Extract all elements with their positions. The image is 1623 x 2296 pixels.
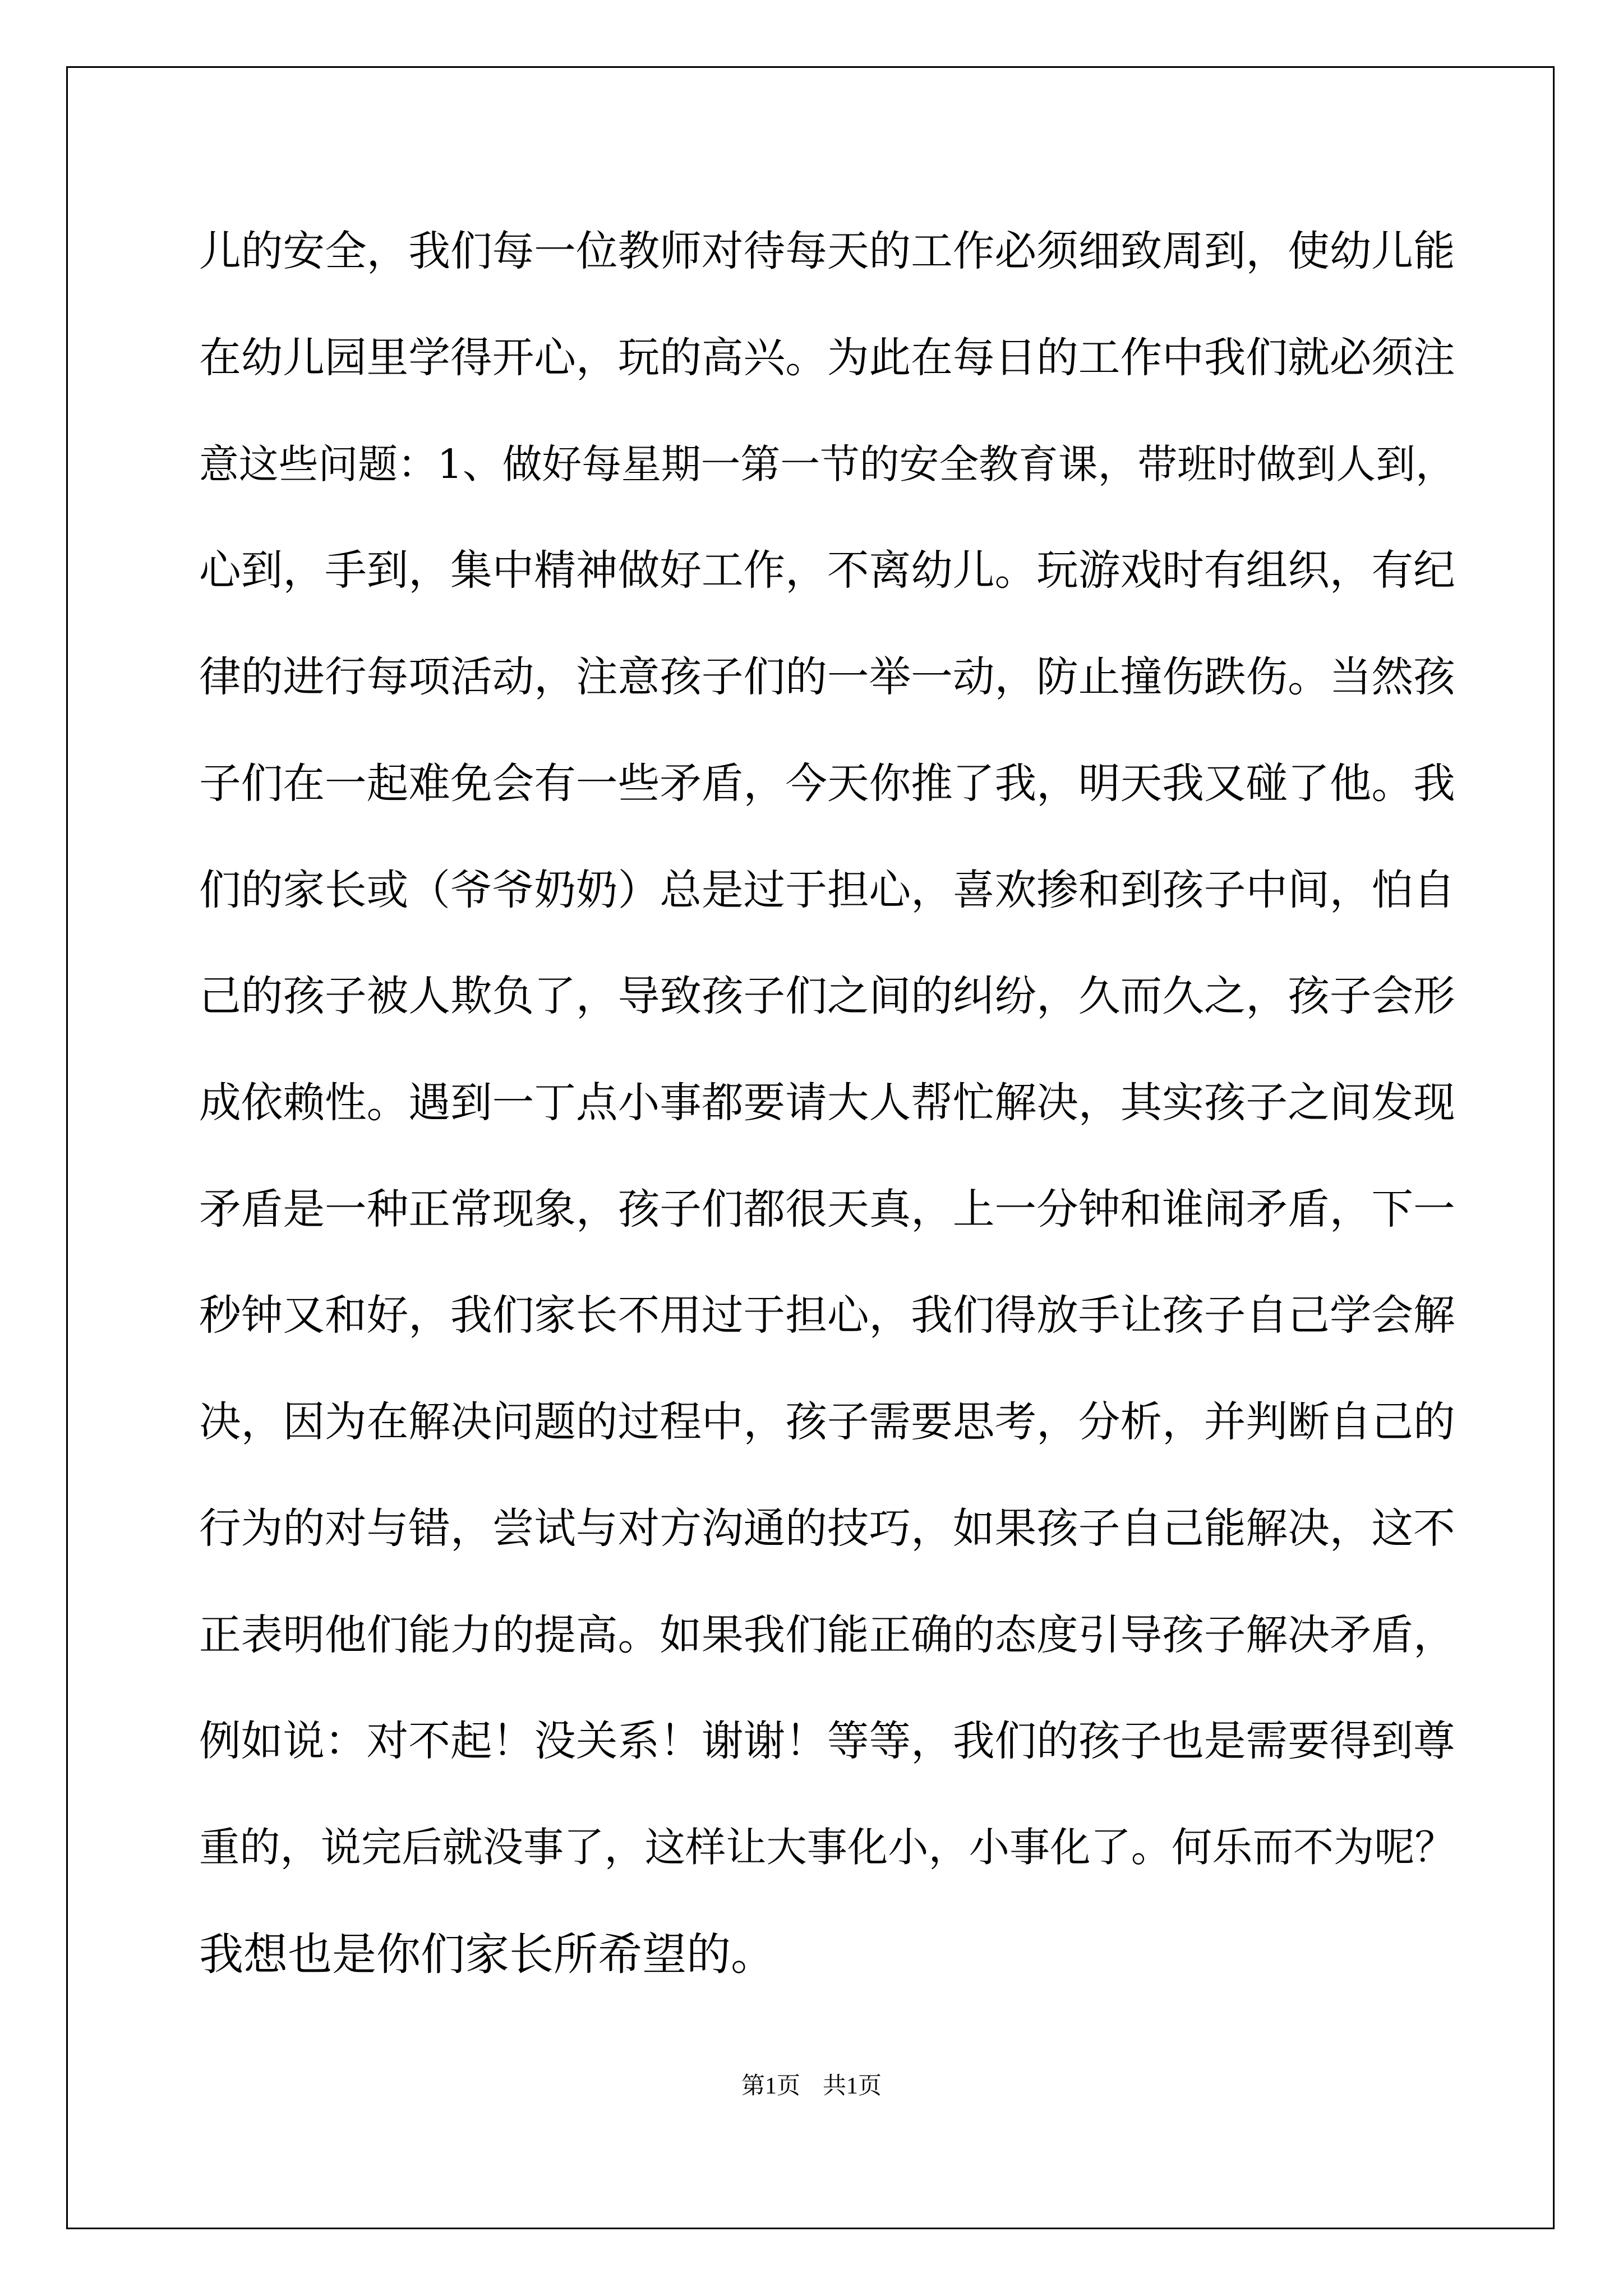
text-line: 们的家长或（爷爷奶奶）总是过于担心，喜欢掺和到孩子中间，怕自 [199, 866, 1455, 914]
text-line: 儿的安全，我们每一位教师对待每天的工作必须细致周到，使幼儿能 [199, 227, 1455, 275]
text-line: 己的孩子被人欺负了，导致孩子们之间的纠纷，久而久之，孩子会形 [199, 972, 1455, 1020]
text-line: 在幼儿园里学得开心，玩的高兴。为此在每日的工作中我们就必须注 [199, 333, 1455, 382]
text-line: 重的，说完后就没事了，这样让大事化小，小事化了。何乐而不为呢？ [199, 1824, 1455, 1871]
text-line: 律的进行每项活动，注意孩子们的一举一动，防止撞伤跌伤。当然孩 [199, 652, 1455, 701]
text-line: 子们在一起难免会有一些矛盾，今天你推了我，明天我又碰了他。我 [199, 759, 1455, 808]
text-line: 秒钟又和好，我们家长不用过于担心，我们得放手让孩子自己学会解 [199, 1291, 1455, 1340]
text-line: 行为的对与错，尝试与对方沟通的技巧，如果孩子自己能解决，这不 [199, 1504, 1455, 1553]
text-line: 我想也是你们家长所希望的。 [199, 1929, 775, 1980]
page-footer [0, 2070, 1623, 2102]
text-line: 例如说：对不起！没关系！谢谢！等等，我们的孩子也是需要得到尊 [199, 1717, 1455, 1765]
text-line: 心到，手到，集中精神做好工作，不离幼儿。玩游戏时有组织，有纪 [199, 546, 1455, 595]
page-total: 共1页 [823, 2073, 882, 2099]
page-number: 第1页 [741, 2073, 800, 2099]
page-border [66, 66, 1555, 2229]
text-line: 正表明他们能力的提高。如果我们能正确的态度引导孩子解决矛盾， [199, 1611, 1455, 1659]
text-line: 矛盾是一种正常现象，孩子们都很天真，上一分钟和谁闹矛盾，下一 [199, 1185, 1455, 1234]
text-line: 意这些问题：1、做好每星期一第一节的安全教育课，带班时做到人到， [199, 441, 1455, 487]
text-line: 成依赖性。遇到一丁点小事都要请大人帮忙解决，其实孩子之间发现 [199, 1078, 1455, 1127]
text-line: 决，因为在解决问题的过程中，孩子需要思考，分析，并判断自己的 [199, 1397, 1455, 1446]
